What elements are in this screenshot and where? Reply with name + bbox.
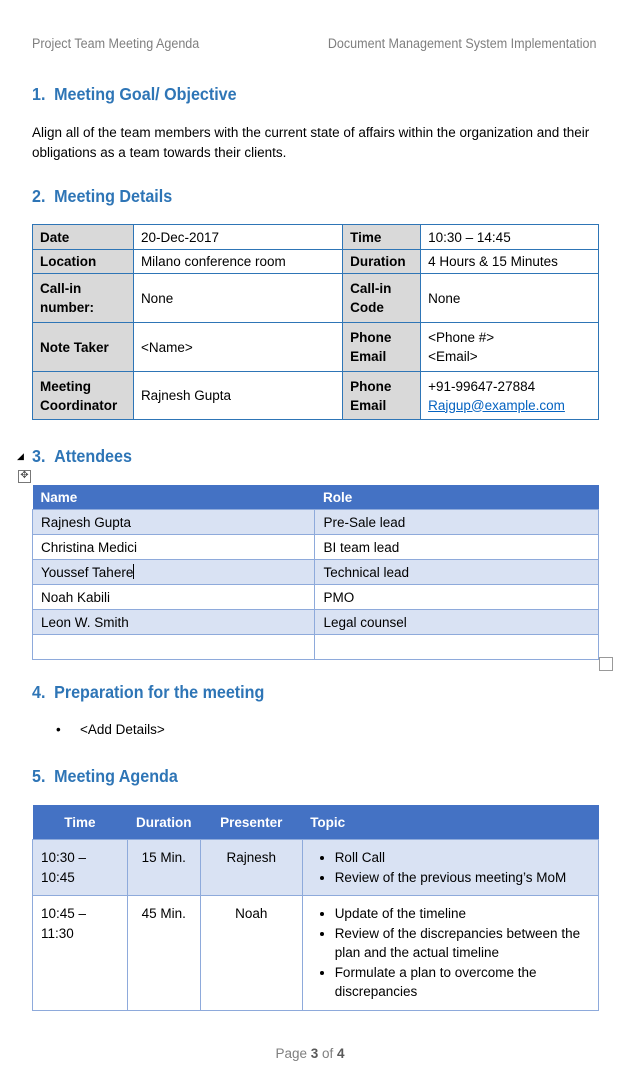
note-taker-contact-label: Phone Email bbox=[343, 323, 421, 372]
table-row: Christina Medici BI team lead bbox=[33, 535, 599, 560]
agenda-header-duration: Duration bbox=[127, 805, 200, 840]
heading-meeting-goal: 1. Meeting Goal/ Objective bbox=[32, 84, 237, 104]
note-taker-label: Note Taker bbox=[33, 323, 134, 372]
note-taker-contact-value: <Phone #> <Email> bbox=[421, 323, 599, 372]
coordinator-email-link[interactable]: Rajgup@example.com bbox=[428, 397, 565, 413]
callin-code-label: Call-in Code bbox=[343, 274, 421, 323]
heading-meeting-details: 2. Meeting Details bbox=[32, 186, 173, 206]
table-row: Noah Kabili PMO bbox=[33, 585, 599, 610]
list-item: • Review of the previous meeting’s MoM bbox=[335, 868, 590, 888]
coordinator-label: Meeting Coordinator bbox=[33, 372, 134, 420]
attendees-header-name: Name bbox=[33, 485, 315, 510]
table-row: 10:45 – 11:30 45 Min. Noah • Update of the timeline • Review of the discrepancies between the plan and the actual timeline • Formulate a plan to overcome the discrepancies bbox=[33, 896, 599, 1011]
location-value: Milano conference room bbox=[133, 250, 342, 274]
total-page-count: 4 bbox=[337, 1046, 345, 1061]
time-value: 10:30 – 14:45 bbox=[421, 225, 599, 250]
text-cursor bbox=[133, 564, 134, 579]
coordinator-phone: +91-99647-27884 bbox=[428, 378, 536, 394]
duration-label: Duration bbox=[343, 250, 421, 274]
collapse-triangle-icon[interactable]: ◢ bbox=[17, 451, 24, 461]
attendees-header-role: Role bbox=[315, 485, 599, 510]
callin-number-label: Call-in number: bbox=[33, 274, 134, 323]
bullet-icon: • bbox=[56, 722, 61, 737]
attendees-table bbox=[32, 485, 599, 660]
duration-value: 4 Hours & 15 Minutes bbox=[421, 250, 599, 274]
header-doc-title: Project Team Meeting Agenda bbox=[32, 36, 200, 51]
date-label: Date bbox=[33, 225, 134, 250]
list-item: • Update of the timeline bbox=[335, 904, 590, 924]
note-taker-value: <Name> bbox=[133, 323, 342, 372]
location-label: Location bbox=[33, 250, 134, 274]
header-project-name: Document Management System Implementation bbox=[327, 36, 597, 51]
table-row: Leon W. Smith Legal counsel bbox=[33, 610, 599, 635]
table-row bbox=[33, 635, 599, 660]
page-footer: Page 3 of 4 bbox=[275, 1046, 345, 1061]
list-item: • Roll Call bbox=[335, 848, 590, 868]
meeting-details-table bbox=[32, 224, 599, 420]
agenda-header-topic: Topic bbox=[302, 805, 598, 840]
heading-attendees: 3. Attendees bbox=[32, 446, 132, 466]
table-resize-handle-icon[interactable] bbox=[599, 657, 613, 671]
table-move-handle-icon[interactable]: ✥ bbox=[18, 470, 31, 483]
current-page-number: 3 bbox=[310, 1046, 319, 1061]
callin-code-value: None bbox=[421, 274, 599, 323]
meeting-agenda-table bbox=[32, 805, 599, 1011]
date-value: 20-Dec-2017 bbox=[133, 225, 342, 250]
coordinator-contact-label: Phone Email bbox=[343, 372, 421, 420]
heading-meeting-agenda: 5. Meeting Agenda bbox=[32, 766, 178, 786]
coordinator-value: Rajnesh Gupta bbox=[133, 372, 342, 420]
callin-number-value: None bbox=[133, 274, 342, 323]
table-row: 10:30 – 10:45 15 Min. Rajnesh • Roll Call • Review of the previous meeting’s MoM bbox=[33, 840, 599, 896]
table-row: Youssef Tahere Technical lead bbox=[33, 560, 599, 585]
heading-preparation: 4. Preparation for the meeting bbox=[32, 682, 265, 702]
agenda-header-presenter: Presenter bbox=[200, 805, 302, 840]
meeting-goal-text: Align all of the team members with the current state of affairs within the organization and their obligations as a team towards their clients. bbox=[32, 125, 590, 160]
table-row: Rajnesh Gupta Pre-Sale lead bbox=[33, 510, 599, 535]
time-label: Time bbox=[343, 225, 421, 250]
agenda-header-time: Time bbox=[33, 805, 128, 840]
list-item: • <Add Details> bbox=[56, 722, 165, 737]
page-header bbox=[32, 36, 597, 54]
list-item: • Review of the discrepancies between the plan and the actual timeline bbox=[335, 924, 590, 963]
coordinator-contact-value bbox=[421, 372, 599, 420]
list-item: • Formulate a plan to overcome the discrepancies bbox=[335, 963, 590, 1002]
